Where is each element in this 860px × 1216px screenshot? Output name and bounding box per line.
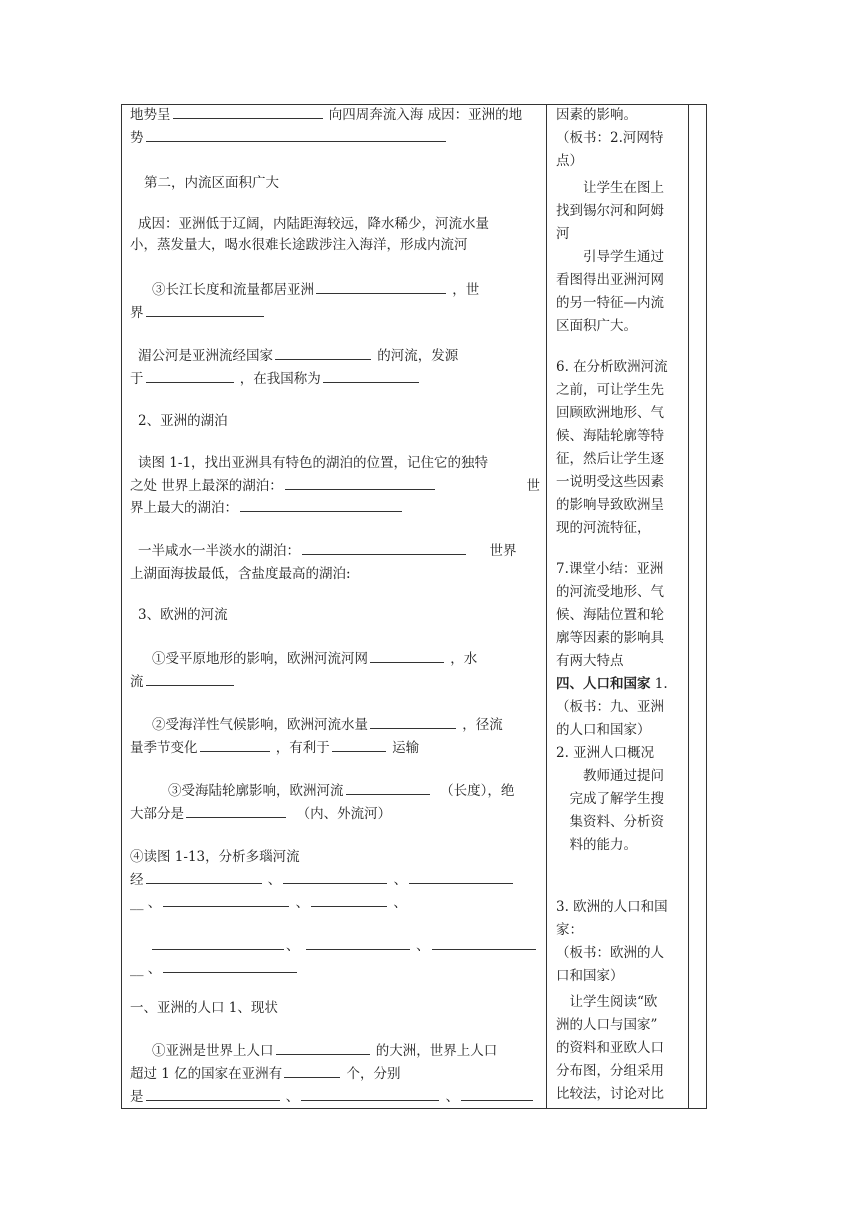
note-line: 回顾欧洲地形、气 <box>556 405 664 421</box>
fill-blank <box>370 715 456 729</box>
fill-blank <box>283 870 387 884</box>
note-line: 廓等因素的影响具 <box>556 630 664 646</box>
text-line: 之处 世界上最深的湖泊： 世 <box>130 478 540 494</box>
fill-blank <box>146 870 262 884</box>
text-line: 湄公河是亚洲流经国家 的河流，发源 <box>138 348 459 364</box>
text-line: 是 、 、 <box>130 1087 540 1107</box>
fill-blank <box>461 1087 533 1101</box>
fill-blank <box>173 105 323 119</box>
note-line: 候、海陆位置和轮 <box>556 607 664 623</box>
note-line: （板书：九、亚洲 <box>556 699 664 715</box>
note-line: 口和国家） <box>556 968 624 984</box>
section-heading: 3、欧洲的河流 <box>138 607 228 623</box>
text-line: 界上最大的湖泊： <box>130 498 540 518</box>
fill-blank <box>409 870 513 884</box>
text-line: ④读图 1-13，分析多瑙河流 <box>130 849 300 865</box>
text-line: __ 、 <box>130 959 540 979</box>
note-line: 找到锡尔河和阿姆 <box>556 203 664 219</box>
table-border-divider-2 <box>688 104 689 1109</box>
fill-blank <box>285 476 435 490</box>
note-line: 征，然后让学生逐 <box>556 451 664 467</box>
note-line: （板书：欧洲的人 <box>556 945 664 961</box>
text-line: 大部分是 （内、外流河） <box>130 806 392 822</box>
fill-blank <box>432 936 536 950</box>
text-line: 上湖面海拔最低，含盐度最高的湖泊: <box>130 566 351 582</box>
fill-blank <box>316 280 446 294</box>
text-line: 读图 1-1，找出亚洲具有特色的湖泊的位置，记住它的独特 <box>138 455 489 471</box>
note-line: 区面积广大。 <box>556 318 637 334</box>
text-line: 经 、 、 <box>130 870 540 890</box>
text-line: 第二，内流区面积广大 <box>144 175 279 191</box>
note-line: 之前，可让学生先 <box>556 382 664 398</box>
fill-blank <box>146 128 446 142</box>
fill-blank <box>200 738 270 752</box>
note-line: 集资料、分析资 <box>556 814 664 830</box>
text-line: 、 、 <box>150 936 540 956</box>
note-line: 现的河流特征， <box>556 520 651 536</box>
fill-blank <box>163 959 297 973</box>
note-line: 候、海陆轮廓等特 <box>556 428 664 444</box>
table-border-divider-1 <box>546 104 547 1109</box>
note-line: 让学生在图上 <box>556 180 664 196</box>
note-line: 的另一特征—内流 <box>556 295 664 311</box>
text-line: ③受海陆轮廓影响，欧洲河流 （长度），绝 <box>168 783 515 799</box>
section-heading: 一、亚洲的人口 1、现状 <box>130 1000 278 1016</box>
note-line: 料的能力。 <box>556 837 637 853</box>
text-line: 一半咸水一半淡水的湖泊： 世界 <box>138 543 517 559</box>
note-line: 家： <box>556 922 583 938</box>
text-line: __ 、 、 、 <box>130 895 407 911</box>
text-line: 量季节变化 ，有利于 运输 <box>130 740 420 756</box>
fill-blank <box>302 541 466 555</box>
note-line: （板书：2.河网特 <box>556 130 664 146</box>
fill-blank <box>146 1087 280 1101</box>
note-line: 的河流受地形、气 <box>556 584 664 600</box>
text-line: 势 <box>130 128 540 148</box>
text-line: 界 <box>130 303 540 323</box>
note-line: 引导学生通过 <box>556 249 664 265</box>
fill-blank <box>163 893 289 907</box>
note-line: 洲的人口与国家” <box>556 1017 658 1033</box>
note-line: 完成了解学生搜 <box>556 791 664 807</box>
note-heading: 四、人口和国家 1. <box>556 676 668 692</box>
note-line: 3. 欧洲的人口和国 <box>556 899 668 915</box>
note-line: 的资料和亚欧人口 <box>556 1040 664 1056</box>
note-line: 有两大特点 <box>556 653 624 669</box>
fill-blank <box>323 369 419 383</box>
fill-blank <box>276 1041 370 1055</box>
text-line: 小，蒸发量大，喝水很难长途跋涉注入海洋，形成内流河 <box>130 237 468 253</box>
note-line: 让学生阅读“欧 <box>556 994 658 1010</box>
note-line: 分布图，分组采用 <box>556 1063 664 1079</box>
note-line: 一说明受这些因素 <box>556 474 664 490</box>
note-line: 7.课堂小结：亚洲 <box>556 561 664 577</box>
fill-blank <box>152 936 284 950</box>
text-line: 流 <box>130 672 540 692</box>
teaching-notes-column <box>552 104 686 1109</box>
note-line: 河 <box>556 226 570 242</box>
fill-blank <box>186 804 286 818</box>
fill-blank <box>332 738 386 752</box>
fill-blank <box>146 303 264 317</box>
note-line: 的人口和国家） <box>556 722 651 738</box>
fill-blank <box>301 1087 439 1101</box>
note-line: 的影响导致欧洲呈 <box>556 497 664 513</box>
fill-blank <box>284 1064 340 1078</box>
fill-blank <box>346 781 430 795</box>
text-line: 成因：亚洲低于辽阔，内陆距海较远，降水稀少，河流水量 <box>138 216 489 232</box>
text-line: 于 ，在我国称为 <box>130 369 540 389</box>
fill-blank <box>370 649 444 663</box>
note-line: 6. 在分析欧洲河流 <box>556 359 668 375</box>
text-line: ③长江长度和流量都居亚洲 ，世 <box>152 282 480 298</box>
left-column <box>122 104 546 1109</box>
note-line: 教师通过提问 <box>556 768 664 784</box>
fill-blank <box>306 936 410 950</box>
text-line: 地势呈 向四周奔流入海 成因：亚洲的地 <box>130 107 523 123</box>
text-line: ①受平原地形的影响，欧洲河流河网 ，水 <box>152 651 478 667</box>
note-line: 2. 亚洲人口概况 <box>556 745 655 761</box>
text-line: ②受海洋性气候影响，欧洲河流水量 ，径流 <box>152 717 503 733</box>
note-line: 看图得出亚洲河网 <box>556 272 664 288</box>
text-line: 超过 1 亿的国家在亚洲有 个，分别 <box>130 1066 401 1082</box>
fill-blank <box>146 369 234 383</box>
section-heading: 2、亚洲的湖泊 <box>138 413 228 429</box>
table-border-right <box>706 104 707 1109</box>
note-line: 比较法，讨论对比 <box>556 1086 664 1102</box>
note-line: 点） <box>556 153 583 169</box>
fill-blank <box>275 346 371 360</box>
fill-blank <box>146 672 234 686</box>
fill-blank <box>240 498 402 512</box>
note-line: 因素的影响。 <box>556 107 637 123</box>
text-line: ①亚洲是世界上人口 的大洲，世界上人口 <box>152 1043 498 1059</box>
fill-blank <box>311 893 387 907</box>
